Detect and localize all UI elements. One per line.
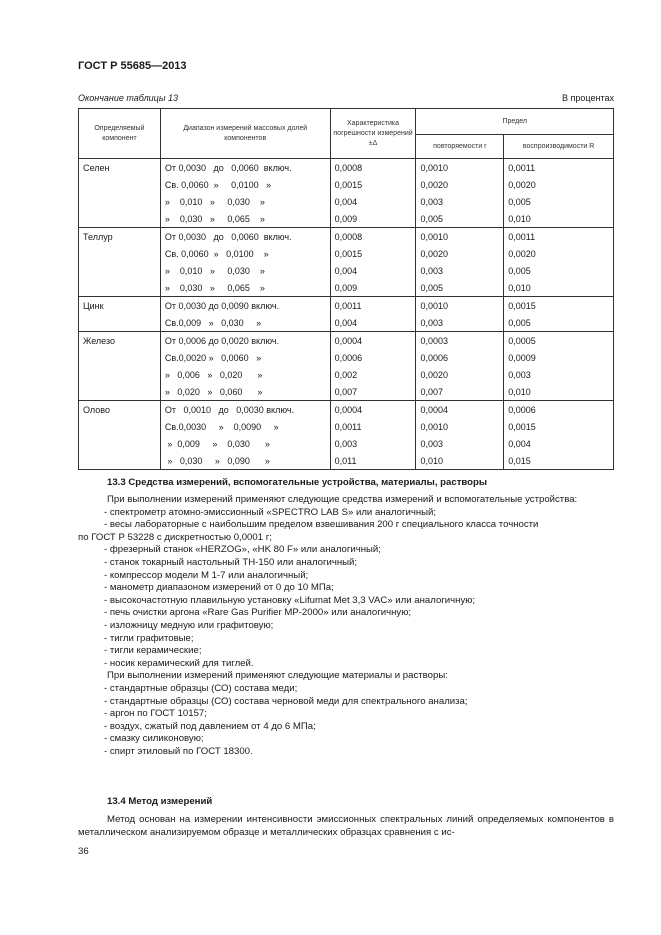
list-item: - компрессор модели М 1-7 или аналогичный; bbox=[104, 569, 309, 581]
table-row bbox=[79, 279, 614, 297]
list-item: - тигли графитовые; bbox=[104, 632, 194, 644]
list-item: - спектрометр атомно-эмиссионный «SPECTRO LAB S» или аналогичный; bbox=[104, 506, 437, 518]
list-item: - станок токарный настольный ТН-150 или аналогичный; bbox=[104, 556, 358, 568]
measurement-table bbox=[78, 108, 614, 470]
reproducibility-cell: 0,010 bbox=[504, 279, 614, 297]
reproducibility-cell: 0,004 bbox=[504, 435, 614, 452]
table-row bbox=[79, 210, 614, 228]
reproducibility-cell: 0,005 bbox=[504, 193, 614, 210]
range-cell: От 0,0006 до 0,0020 включ. bbox=[160, 332, 330, 350]
list-item: по ГОСТ Р 53228 с дискретностью 0,0001 г; bbox=[78, 531, 272, 543]
component-cell bbox=[79, 245, 161, 262]
repeatability-cell: 0,0020 bbox=[416, 366, 504, 383]
range-cell: » 0,010 » 0,030 » bbox=[160, 193, 330, 210]
error-cell: 0,0004 bbox=[330, 401, 416, 419]
repeatability-cell: 0,0006 bbox=[416, 349, 504, 366]
list-item: - смазку силиконовую; bbox=[104, 733, 204, 745]
list-item: - печь очистки аргона «Rare Gas Purifier MP-2000» или аналогичную; bbox=[104, 607, 412, 619]
list-item: - изложницу медную или графитовую; bbox=[104, 619, 274, 631]
repeatability-cell: 0,003 bbox=[416, 314, 504, 332]
section-13-4-title: 13.4 Метод измерений bbox=[107, 796, 213, 807]
repeatability-cell: 0,003 bbox=[416, 262, 504, 279]
component-cell bbox=[79, 279, 161, 297]
range-cell: » 0,010 » 0,030 » bbox=[160, 262, 330, 279]
list-item: - носик керамический для тиглей. bbox=[104, 657, 254, 669]
header-reproducibility: воспроизводимости R bbox=[504, 135, 614, 159]
reproducibility-cell: 0,0011 bbox=[504, 228, 614, 246]
method-text: Метод основан на измерении интенсивности эмиссионных спектральных линий определяемых компонентов в металлическом анализируемом образце и металлических образцах сравнения с ис- bbox=[78, 814, 614, 838]
list-item: - спирт этиловый по ГОСТ 18300. bbox=[104, 745, 253, 757]
reproducibility-cell: 0,010 bbox=[504, 210, 614, 228]
materials-intro: При выполнении измерений применяют следующие материалы и растворы: bbox=[107, 670, 448, 682]
list-item: - тигли керамические; bbox=[104, 645, 202, 657]
component-cell bbox=[79, 452, 161, 470]
reproducibility-cell: 0,003 bbox=[504, 366, 614, 383]
header-range: Диапазон измерений массовых долей компонентов bbox=[160, 109, 330, 159]
range-cell: Св.0,009 » 0,030 » bbox=[160, 314, 330, 332]
component-cell bbox=[79, 314, 161, 332]
section-13-3-body bbox=[78, 494, 614, 758]
error-cell: 0,0006 bbox=[330, 349, 416, 366]
reproducibility-cell: 0,0006 bbox=[504, 401, 614, 419]
repeatability-cell: 0,010 bbox=[416, 452, 504, 470]
error-cell: 0,0004 bbox=[330, 332, 416, 350]
list-item: - манометр диапазоном измерений от 0 до 10 МПа; bbox=[104, 582, 334, 594]
component-cell bbox=[79, 262, 161, 279]
reproducibility-cell: 0,005 bbox=[504, 314, 614, 332]
component-cell: Теллур bbox=[79, 228, 161, 246]
repeatability-cell: 0,005 bbox=[416, 279, 504, 297]
error-cell: 0,011 bbox=[330, 452, 416, 470]
table-row bbox=[79, 418, 614, 435]
reproducibility-cell: 0,0015 bbox=[504, 418, 614, 435]
header-characteristic: Характеристика погрешности измерений ±Δ bbox=[330, 109, 416, 159]
error-cell: 0,009 bbox=[330, 210, 416, 228]
repeatability-cell: 0,005 bbox=[416, 210, 504, 228]
table-caption: Окончание таблицы 13 bbox=[78, 93, 178, 103]
table-row bbox=[79, 383, 614, 401]
list-item: - высокочастотную плавильную установку «Lifumat Met 3,3 VAC» или аналогичную; bbox=[104, 594, 476, 606]
table-row bbox=[79, 349, 614, 366]
error-cell: 0,004 bbox=[330, 193, 416, 210]
table-row bbox=[79, 401, 614, 419]
component-cell bbox=[79, 193, 161, 210]
instruments-list bbox=[78, 507, 614, 671]
error-cell: 0,004 bbox=[330, 314, 416, 332]
table-row bbox=[79, 297, 614, 315]
list-item: - стандартные образцы (СО) состава меди; bbox=[104, 682, 298, 694]
repeatability-cell: 0,007 bbox=[416, 383, 504, 401]
error-cell: 0,009 bbox=[330, 279, 416, 297]
range-cell: Св. 0,0060 » 0,0100 » bbox=[160, 245, 330, 262]
range-cell: Св. 0,0060 » 0,0100 » bbox=[160, 176, 330, 193]
list-item: - фрезерный станок «HERZOG», «HK 80 F» или аналогичный; bbox=[104, 544, 381, 556]
table-row bbox=[79, 332, 614, 350]
table-row bbox=[79, 366, 614, 383]
repeatability-cell: 0,0010 bbox=[416, 418, 504, 435]
table-row bbox=[79, 159, 614, 177]
list-item: - весы лабораторные с наибольшим пределом взвешивания 200 г специального класса точности bbox=[104, 519, 539, 531]
component-cell bbox=[79, 435, 161, 452]
range-cell: От 0,0030 до 0,0060 включ. bbox=[160, 228, 330, 246]
standard-header: ГОСТ Р 55685—2013 bbox=[78, 60, 187, 72]
error-cell: 0,0008 bbox=[330, 228, 416, 246]
error-cell: 0,0008 bbox=[330, 159, 416, 177]
range-cell: » 0,020 » 0,060 » bbox=[160, 383, 330, 401]
repeatability-cell: 0,0020 bbox=[416, 245, 504, 262]
error-cell: 0,003 bbox=[330, 435, 416, 452]
error-cell: 0,0015 bbox=[330, 245, 416, 262]
table-row bbox=[79, 262, 614, 279]
repeatability-cell: 0,0010 bbox=[416, 297, 504, 315]
repeatability-cell: 0,0010 bbox=[416, 228, 504, 246]
table-row bbox=[79, 228, 614, 246]
reproducibility-cell: 0,010 bbox=[504, 383, 614, 401]
range-cell: » 0,009 » 0,030 » bbox=[160, 435, 330, 452]
component-cell bbox=[79, 176, 161, 193]
table-row bbox=[79, 314, 614, 332]
page-number: 36 bbox=[78, 846, 89, 857]
header-component: Определяемый компонент bbox=[79, 109, 161, 159]
range-cell: » 0,030 » 0,090 » bbox=[160, 452, 330, 470]
repeatability-cell: 0,0020 bbox=[416, 176, 504, 193]
range-cell: » 0,006 » 0,020 » bbox=[160, 366, 330, 383]
list-item: - стандартные образцы (СО) состава черновой меди для спектрального анализа; bbox=[104, 695, 468, 707]
reproducibility-cell: 0,005 bbox=[504, 262, 614, 279]
reproducibility-cell: 0,0011 bbox=[504, 159, 614, 177]
list-item: - аргон по ГОСТ 10157; bbox=[104, 708, 207, 720]
section-13-4-body bbox=[78, 814, 614, 839]
table-row bbox=[79, 193, 614, 210]
range-cell: » 0,030 » 0,065 » bbox=[160, 279, 330, 297]
table-row bbox=[79, 176, 614, 193]
component-cell: Селен bbox=[79, 159, 161, 177]
reproducibility-cell: 0,0020 bbox=[504, 245, 614, 262]
error-cell: 0,0011 bbox=[330, 297, 416, 315]
range-cell: » 0,030 » 0,065 » bbox=[160, 210, 330, 228]
error-cell: 0,007 bbox=[330, 383, 416, 401]
error-cell: 0,002 bbox=[330, 366, 416, 383]
reproducibility-cell: 0,0015 bbox=[504, 297, 614, 315]
instruments-intro: При выполнении измерений применяют следующие средства измерений и вспомогательные устройства: bbox=[107, 494, 578, 505]
component-cell bbox=[79, 210, 161, 228]
component-cell: Железо bbox=[79, 332, 161, 350]
header-repeatability: повторяемости r bbox=[416, 135, 504, 159]
range-cell: Св.0,0020 » 0,0060 » bbox=[160, 349, 330, 366]
repeatability-cell: 0,0010 bbox=[416, 159, 504, 177]
header-limit: Предел bbox=[416, 109, 614, 135]
reproducibility-cell: 0,0009 bbox=[504, 349, 614, 366]
range-cell: Св.0,0030 » 0,0090 » bbox=[160, 418, 330, 435]
repeatability-cell: 0,003 bbox=[416, 193, 504, 210]
range-cell: От 0,0010 до 0,0030 включ. bbox=[160, 401, 330, 419]
component-cell bbox=[79, 383, 161, 401]
section-13-3-title: 13.3 Средства измерений, вспомогательные устройства, материалы, растворы bbox=[107, 477, 488, 488]
reproducibility-cell: 0,0005 bbox=[504, 332, 614, 350]
table-row bbox=[79, 435, 614, 452]
reproducibility-cell: 0,015 bbox=[504, 452, 614, 470]
component-cell: Олово bbox=[79, 401, 161, 419]
component-cell bbox=[79, 418, 161, 435]
component-cell bbox=[79, 349, 161, 366]
units-caption: В процентах bbox=[562, 93, 614, 103]
repeatability-cell: 0,0004 bbox=[416, 401, 504, 419]
error-cell: 0,004 bbox=[330, 262, 416, 279]
range-cell: От 0,0030 до 0,0060 включ. bbox=[160, 159, 330, 177]
repeatability-cell: 0,0003 bbox=[416, 332, 504, 350]
table-row bbox=[79, 452, 614, 470]
repeatability-cell: 0,003 bbox=[416, 435, 504, 452]
reproducibility-cell: 0,0020 bbox=[504, 176, 614, 193]
list-item: - воздух, сжатый под давлением от 4 до 6 МПа; bbox=[104, 720, 316, 732]
component-cell: Цинк bbox=[79, 297, 161, 315]
materials-list bbox=[78, 683, 614, 759]
range-cell: От 0,0030 до 0,0090 включ. bbox=[160, 297, 330, 315]
table-body bbox=[79, 159, 614, 470]
component-cell bbox=[79, 366, 161, 383]
error-cell: 0,0015 bbox=[330, 176, 416, 193]
error-cell: 0,0011 bbox=[330, 418, 416, 435]
table-row bbox=[79, 245, 614, 262]
